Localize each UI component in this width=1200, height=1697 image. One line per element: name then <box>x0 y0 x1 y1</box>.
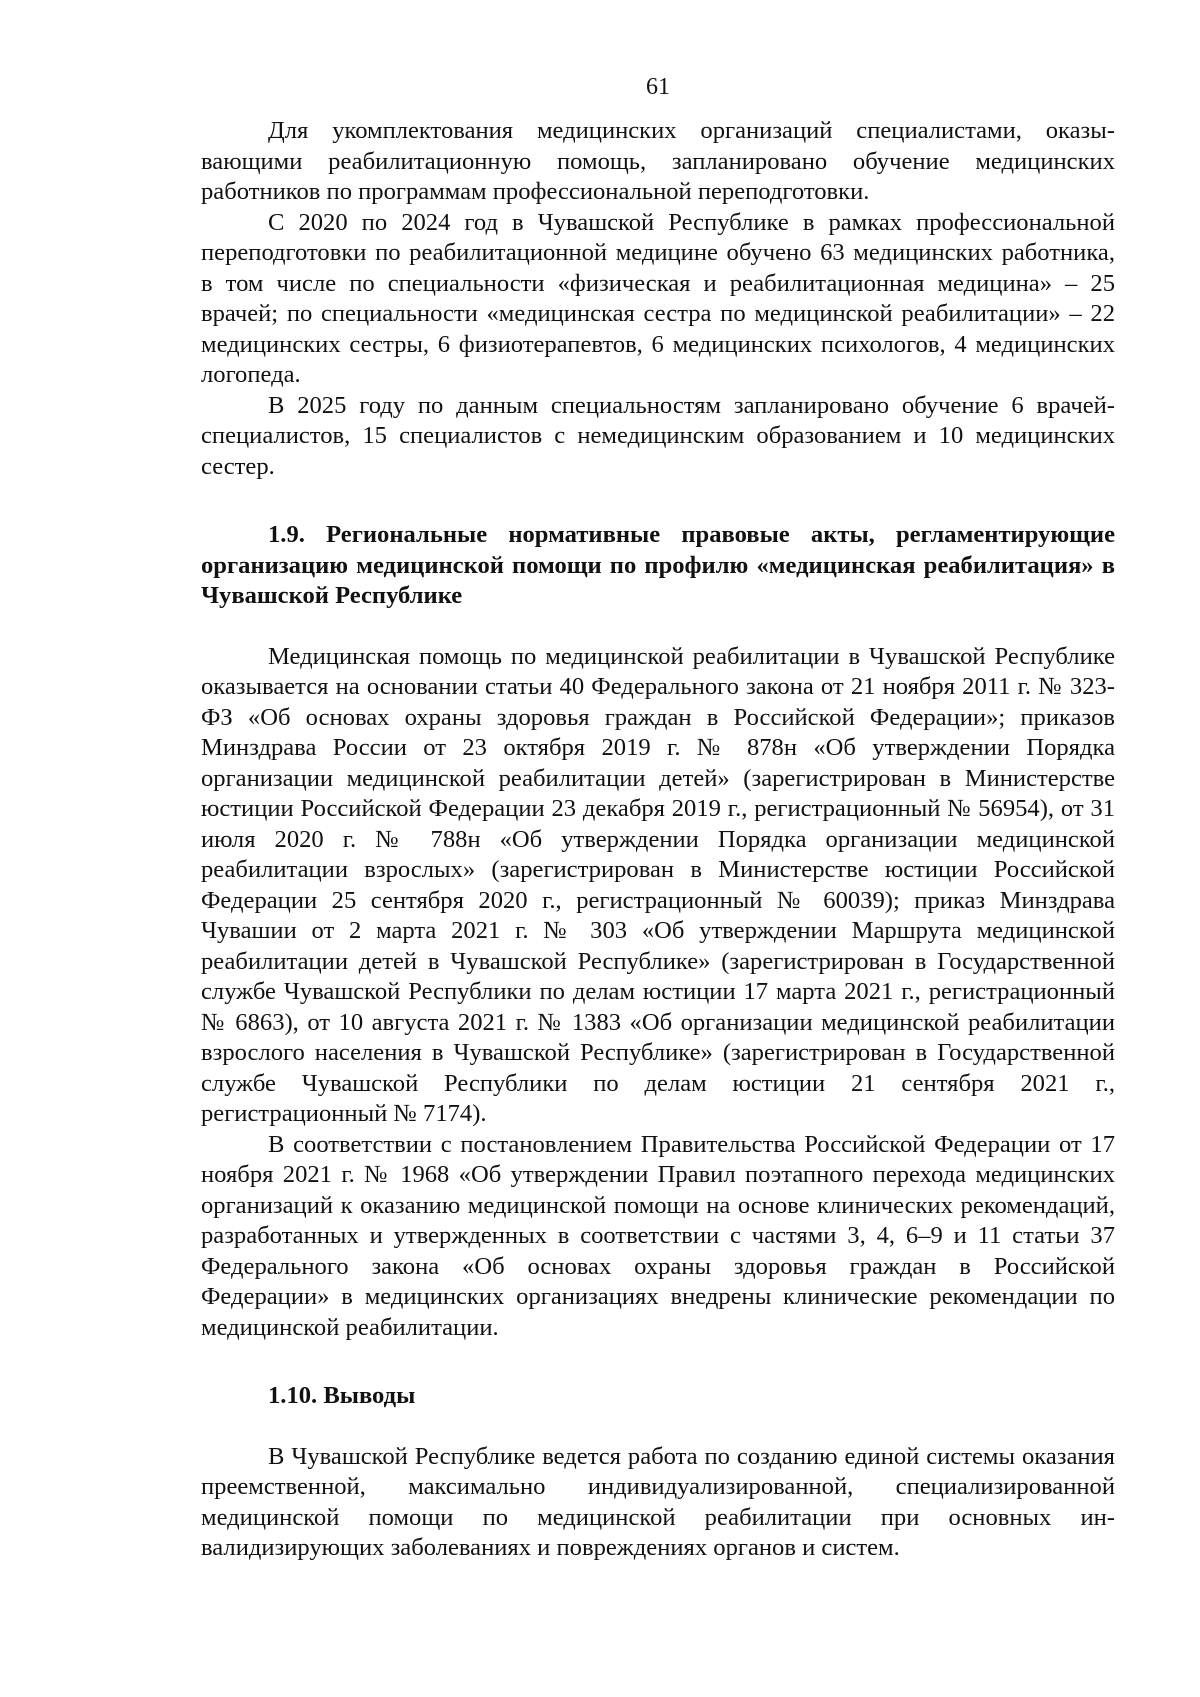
paragraph-legal-basis: Медицинская помощь по медицинской реабилитации в Чувашской Республике оказывается на основании статьи 40 Федерального закона от 21 ноября 2011 г. № 323-ФЗ «Об основах охраны здоровья граждан в Российской Федерации»; приказов Минздрава России от 23 октября 2019 г. № 878н «Об утверждении Порядка организации медицинской реабилитации детей» (зарегистрирован в Министерстве юстиции Российской Федерации 23 декабря 2019 г., регистрационный № 56954), от 31 июля 2020 г. № 788н «Об утверждении Порядка организации медицинской реабилитации взрослых» (зарегистрирован в Министерстве юстиции Российской Федерации 25 сентября 2020 г., регистрационный № 60039); приказ Минздрава Чувашии от 2 марта 2021 г. № 303 «Об утверждении Маршрута медицинской реабилитации детей в Чувашской Республике» (зарегистрирован в Государственной службе Чувашской Республики по делам юстиции 17 марта 2021 г., регистрационный № 6863), от 10 августа 2021 г. № 1383 «Об организации медицинской реабилитации взрослого населения в Чувашской Республике» (зарегистрирован в Государственной службе Чувашской Республики по делам юстиции 21 сентября 2021 г., регистрационный № 7174). <box>201 642 1115 1127</box>
paragraph-training-2025: В 2025 году по данным специальностям запланировано обучение 6 врачей-специалистов, 15 специалистов с немедицинским образованием и 10 медицинских сестер. <box>201 391 1115 480</box>
section-heading-1-10: 1.10. Выводы <box>268 1382 416 1409</box>
section-heading-1-9: 1.9. Региональные нормативные правовые акты, регламентирующие организацию медицинской помощи по профилю «медицинская реабилитация» в Чувашской Республике <box>201 521 1115 609</box>
paragraph-training-2020-2024: С 2020 по 2024 год в Чувашской Республике в рамках профессиональной переподготовки по реабилитационной медицине обучено 63 медицинских работника, в том числе по специальности «физическая и реабилитационная медицина» – 25 врачей; по специальности «медицинская сестра по медицинской реабилитации» – 22 медицинских сестры, 6 физиотерапевтов, 6 медицинских психологов, 4 медицинских логопеда. <box>201 208 1115 388</box>
page-number: 61 <box>646 74 670 100</box>
paragraph-clinical-recommendations: В соответствии с постановлением Правительства Российской Федерации от 17 ноября 2021 г. № 1968 «Об утверждении Правил поэтапного перехода медицинских организаций к оказанию медицинской помощи на основе клинических рекомендаций, разработанных и утвержденных в соответствии с частями 3, 4, 6–9 и 11 статьи 37 Федерального закона «Об основах охраны здоровья граждан в Российской Федерации» в медицинских организациях внедрены клинические рекомендации по медицинской реабилитации. <box>201 1130 1115 1341</box>
paragraph-training-plan: Для укомплектования медицинских организаций специалистами, оказывающими реабилитационную помощь, запланировано обучение медицинских работников по программам профессиональной переподготовки. <box>201 117 1115 205</box>
paragraph-conclusions: В Чувашской Республике ведется работа по созданию единой системы оказания преемственной, максимально индивидуализированной, специализированной медицинской помощи по медицинской реабилитации при основных инвалидизирующих заболеваниях и повреждениях органов и систем. <box>201 1442 1115 1561</box>
